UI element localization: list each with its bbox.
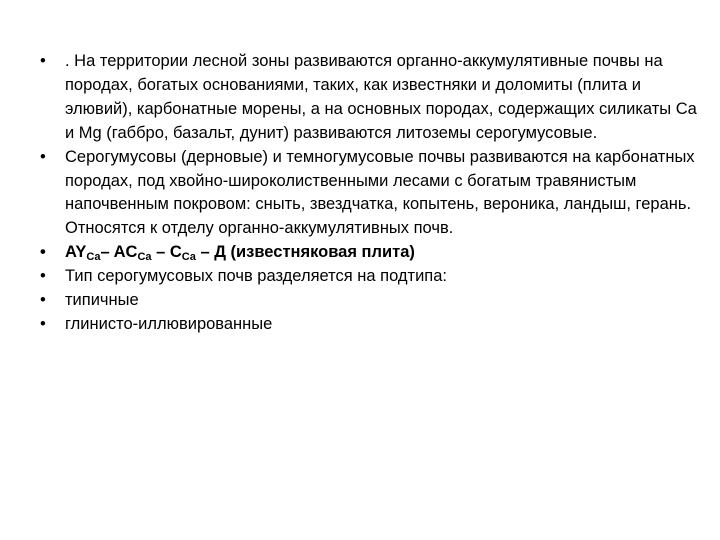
subscript-ca: Ca xyxy=(181,251,196,264)
subscript-ca: Ca xyxy=(86,251,101,264)
bullet-text: Тип серогумусовых почв разделяется на подтипа: xyxy=(65,267,447,286)
bullet-list xyxy=(40,50,705,337)
bullet-item-subtypes xyxy=(40,265,705,289)
subscript-ca: Ca xyxy=(137,251,152,264)
bullet-marker: • xyxy=(40,291,46,310)
bullet-marker: • xyxy=(40,243,46,262)
horizon-ay: AY xyxy=(65,243,87,262)
bullet-text: глинисто-иллювированные xyxy=(65,314,273,333)
bullet-marker: • xyxy=(40,314,46,333)
profile-formula xyxy=(65,243,415,264)
bullet-item-typical xyxy=(40,289,705,313)
horizon-ac: – AC xyxy=(100,243,138,262)
bullet-item-clay-illuviated xyxy=(40,313,705,337)
bullet-text: . На территории лесной зоны развиваются органно-аккумулятивные почвы на породах, богатых основаниями, таких, как известняки и доломиты (плита и элювий), карбонатные морены, а на основных породах, содержащих силикаты Ca и Mg (габбро, базальт, дунит) развиваются литоземы серогумусовые. xyxy=(65,52,697,142)
bullet-marker: • xyxy=(40,267,46,286)
bullet-text: типичные xyxy=(65,291,139,310)
bullet-item-lithozems xyxy=(40,50,705,146)
bullet-item-profile-formula xyxy=(40,241,705,265)
bullet-text: Серогумусовы (дерновые) и темногумусовые почвы развиваются на карбонатных породах, под хвойно-широколиственными лесами с богатым травянистым напочвенным покровом: сныть, звездчатка, копытень, вероника, ландыш, герань. Относятся к отделу органно-аккумулятивных почв. xyxy=(65,147,695,238)
bullet-marker: • xyxy=(40,147,46,166)
bullet-item-serogumus xyxy=(40,146,705,242)
bullet-marker: • xyxy=(40,52,46,70)
horizon-c: – C xyxy=(151,243,182,262)
horizon-d: – Д (известняковая плита) xyxy=(195,243,415,262)
